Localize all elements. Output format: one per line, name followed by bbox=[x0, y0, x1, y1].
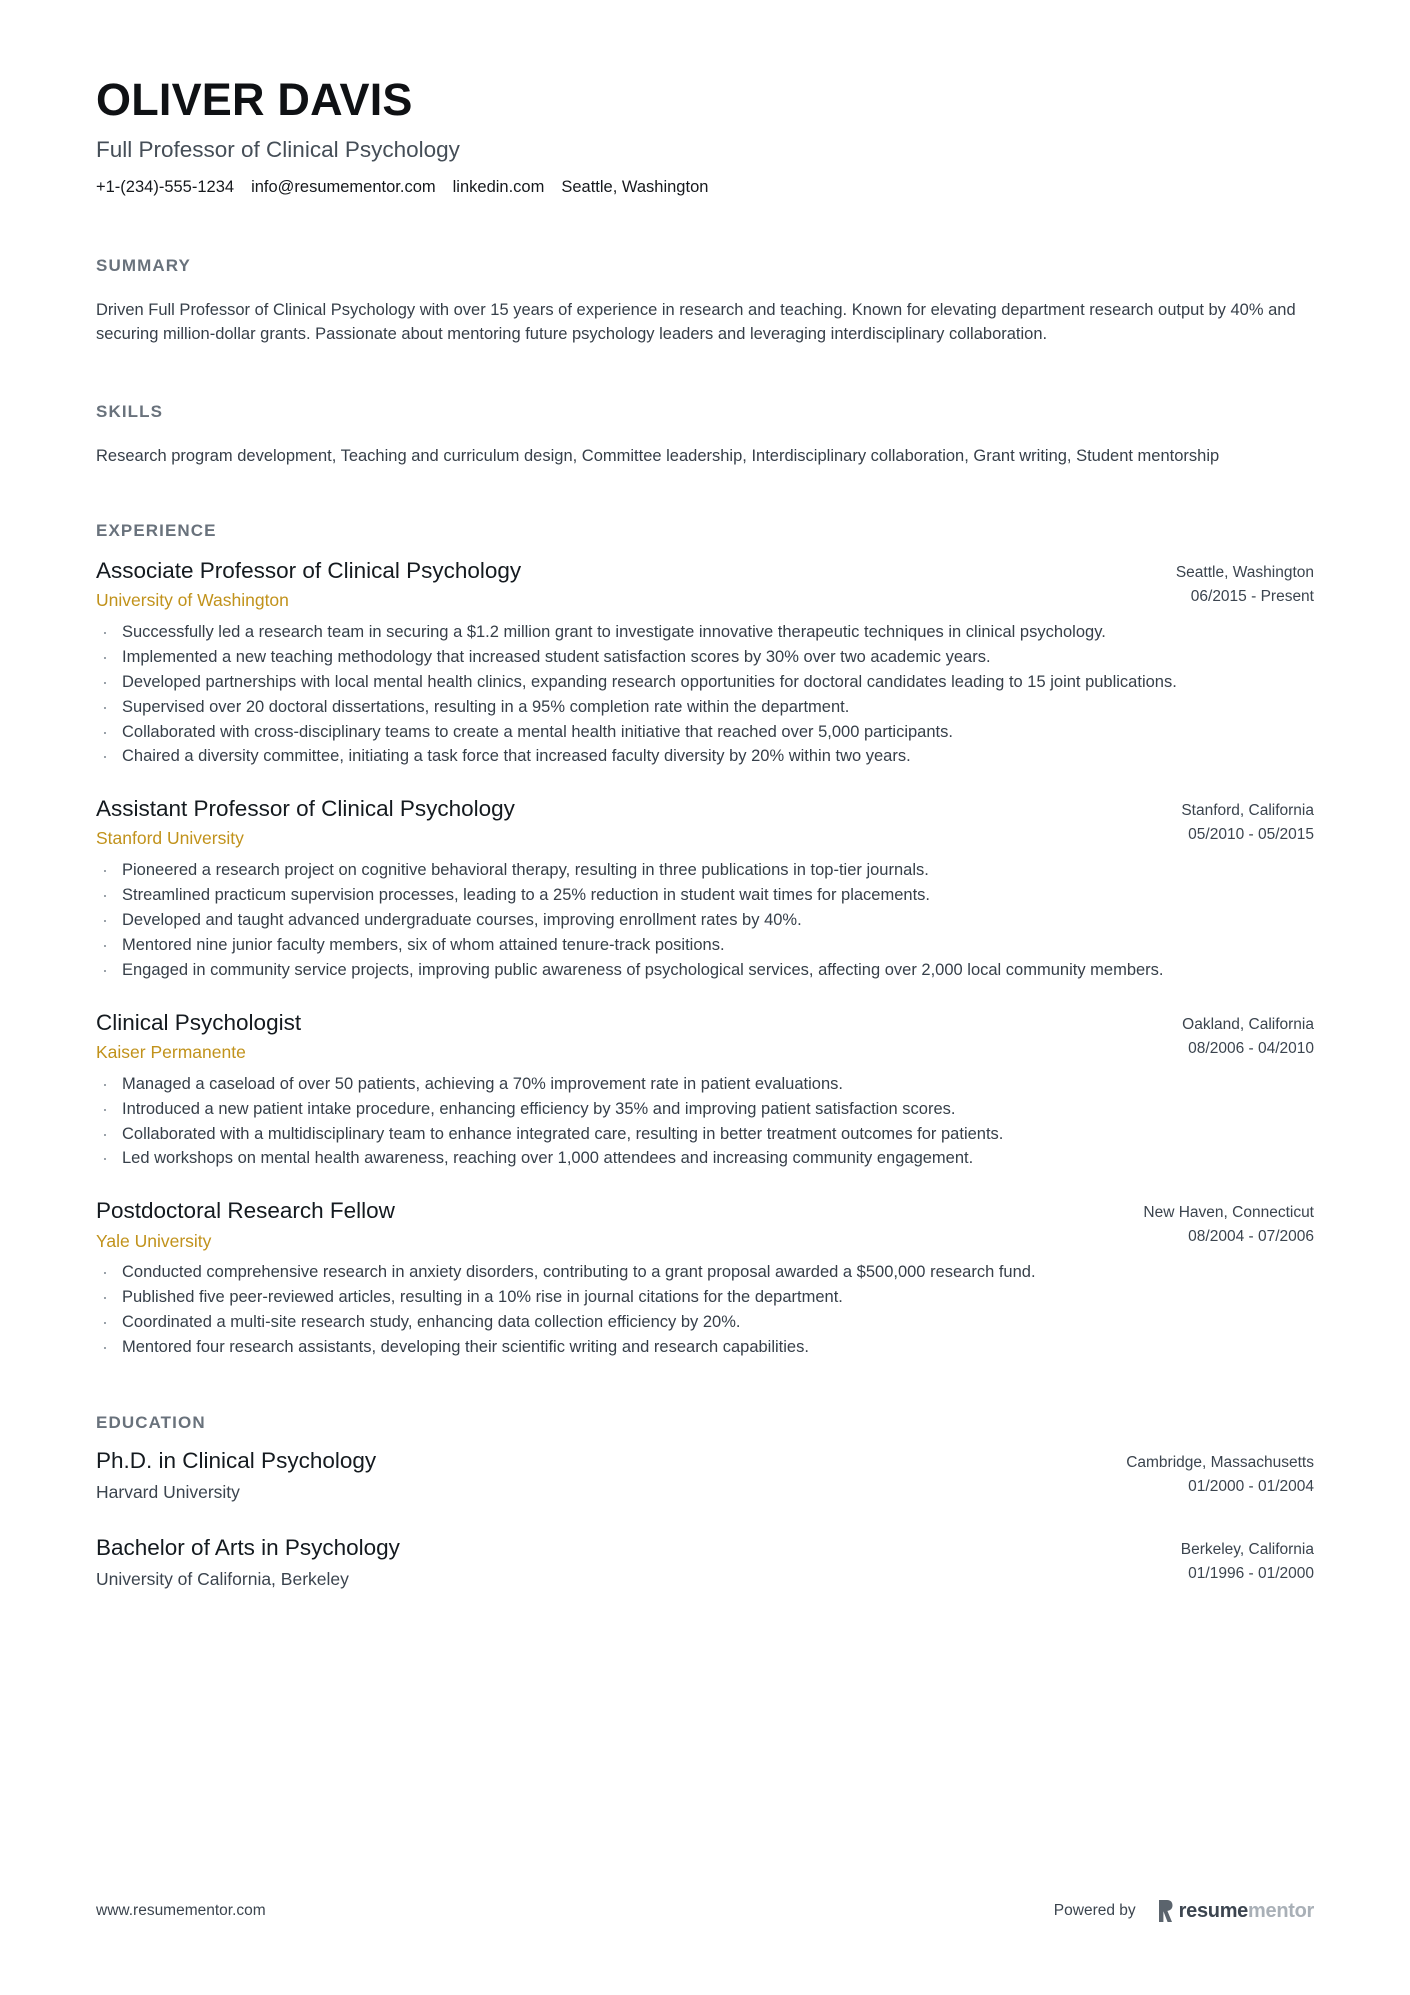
spacer bbox=[96, 1361, 1314, 1413]
education-school: Harvard University bbox=[96, 1482, 240, 1503]
education-entry bbox=[96, 1534, 1314, 1591]
experience-bullet-list bbox=[96, 1073, 1314, 1172]
experience-bullet: · Collaborated with cross-disciplinary teams to create a mental health initiative that reached over 5,000 participants. bbox=[96, 721, 1314, 745]
education-location: Cambridge, Massachusetts bbox=[1126, 1453, 1314, 1471]
experience-location: Seattle, Washington bbox=[1175, 563, 1314, 581]
experience-entry-main bbox=[96, 557, 1152, 612]
experience-bullet-list bbox=[96, 859, 1314, 983]
experience-job-title: Clinical Psychologist bbox=[96, 1009, 302, 1035]
education-entry-meta bbox=[1157, 1534, 1314, 1586]
education-entry-header bbox=[96, 1447, 1314, 1504]
page-footer bbox=[96, 1899, 1314, 1923]
education-location: Berkeley, California bbox=[1180, 1540, 1314, 1558]
education-degree: Ph.D. in Clinical Psychology bbox=[96, 1447, 377, 1473]
education-entry-meta bbox=[1102, 1447, 1314, 1499]
education-degree: Bachelor of Arts in Psychology bbox=[96, 1534, 400, 1560]
experience-bullet-list bbox=[96, 621, 1314, 770]
experience-organization: Stanford University bbox=[96, 828, 244, 849]
logo-mark-icon bbox=[1158, 1899, 1173, 1923]
contact-email[interactable]: info@resumementor.com bbox=[251, 178, 436, 197]
experience-job-title: Assistant Professor of Clinical Psychology bbox=[96, 796, 515, 822]
experience-bullet: · Successfully led a research team in securing a $1.2 million grant to investigate innovative therapeutic techniques in clinical psychology. bbox=[96, 621, 1314, 645]
contact-phone: +1-(234)-555-1234 bbox=[96, 178, 235, 197]
experience-bullet: · Published five peer-reviewed articles, resulting in a 10% rise in journal citations for the department. bbox=[96, 1286, 1314, 1310]
experience-entry bbox=[96, 557, 1314, 769]
summary-text: Driven Full Professor of Clinical Psychology with over 15 years of experience in research and teaching. Known for elevating department research output by 40% and securing million-dollar grants. Passionate about mentoring future psychology leaders and leveraging interdisciplinary collaboration. bbox=[96, 300, 1296, 344]
education-entry-main bbox=[96, 1447, 1102, 1504]
candidate-headline: Full Professor of Clinical Psychology bbox=[96, 137, 460, 163]
experience-entry-meta bbox=[1119, 1197, 1314, 1249]
experience-entry-meta bbox=[1158, 1009, 1314, 1061]
section-title-skills: SKILLS bbox=[96, 402, 164, 422]
experience-entry-header bbox=[96, 1197, 1314, 1252]
experience-entry-main bbox=[96, 795, 1157, 850]
logo-text-primary: resume bbox=[1178, 1900, 1249, 1922]
candidate-name: OLIVER DAVIS bbox=[96, 74, 413, 125]
experience-organization: Kaiser Permanente bbox=[96, 1041, 246, 1062]
spacer bbox=[96, 422, 1314, 444]
experience-list bbox=[96, 557, 1314, 1360]
experience-entry bbox=[96, 795, 1314, 982]
skills-text: Research program development, Teaching and curriculum design, Committee leadership, Interdisciplinary collaboration, Grant writing, Student mentorship bbox=[96, 447, 1220, 466]
experience-dates: 08/2006 - 04/2010 bbox=[1188, 1039, 1314, 1057]
experience-bullet: · Supervised over 20 doctoral dissertations, resulting in a 95% completion rate within the department. bbox=[96, 696, 1314, 720]
experience-bullet: · Coordinated a multi-site research study, enhancing data collection efficiency by 20%. bbox=[96, 1311, 1314, 1335]
contact-location: Seattle, Washington bbox=[561, 178, 709, 197]
section-title-experience: EXPERIENCE bbox=[96, 520, 217, 540]
experience-bullet: · Implemented a new teaching methodology that increased student satisfaction scores by 30% over two academic years. bbox=[96, 646, 1314, 670]
experience-entry-main bbox=[96, 1197, 1119, 1252]
spacer bbox=[96, 199, 1314, 256]
experience-entry-header bbox=[96, 795, 1314, 850]
contact-linkedin[interactable]: linkedin.com bbox=[452, 178, 545, 197]
experience-bullet: · Led workshops on mental health awareness, reaching over 1,000 attendees and increasing community engagement. bbox=[96, 1147, 1314, 1171]
experience-bullet: · Conducted comprehensive research in anxiety disorders, contributing to a grant proposal awarded a $500,000 research fund. bbox=[96, 1261, 1314, 1285]
experience-bullet: · Chaired a diversity committee, initiating a task force that increased faculty diversity by 20% within two years. bbox=[96, 745, 1314, 769]
experience-job-title: Associate Professor of Clinical Psychology bbox=[96, 557, 522, 583]
experience-entry-header bbox=[96, 1009, 1314, 1064]
section-experience bbox=[96, 521, 1314, 1360]
section-skills bbox=[96, 402, 1314, 469]
experience-job-title: Postdoctoral Research Fellow bbox=[96, 1198, 395, 1224]
resume-content bbox=[96, 0, 1314, 1591]
footer-branding bbox=[1054, 1899, 1314, 1923]
education-entry-main bbox=[96, 1534, 1157, 1591]
experience-bullet: · Engaged in community service projects, improving public awareness of psychological services, affecting over 2,000 local community members. bbox=[96, 959, 1314, 983]
resume-header bbox=[96, 0, 1314, 199]
powered-by-label: Powered by bbox=[1053, 1902, 1136, 1919]
education-entry-header bbox=[96, 1534, 1314, 1591]
experience-entry-meta bbox=[1152, 557, 1314, 609]
experience-bullet: · Introduced a new patient intake procedure, enhancing efficiency by 35% and improving patient satisfaction scores. bbox=[96, 1098, 1314, 1122]
spacer bbox=[96, 276, 1314, 298]
section-education bbox=[96, 1413, 1314, 1591]
experience-entry-meta bbox=[1157, 795, 1314, 847]
experience-bullet: · Pioneered a research project on cognitive behavioral therapy, resulting in three publications in top-tier journals. bbox=[96, 859, 1314, 883]
experience-dates: 05/2010 - 05/2015 bbox=[1188, 826, 1314, 844]
experience-bullet: · Mentored nine junior faculty members, six of whom attained tenure-track positions. bbox=[96, 934, 1314, 958]
education-list bbox=[96, 1447, 1314, 1591]
education-dates: 01/1996 - 01/2000 bbox=[1188, 1564, 1314, 1582]
experience-entry-main bbox=[96, 1009, 1158, 1064]
experience-dates: 06/2015 - Present bbox=[1190, 587, 1314, 605]
spacer bbox=[96, 541, 1314, 557]
experience-location: New Haven, Connecticut bbox=[1143, 1204, 1314, 1222]
experience-bullet-list bbox=[96, 1261, 1314, 1360]
experience-bullet: · Managed a caseload of over 50 patients, achieving a 70% improvement rate in patient evaluations. bbox=[96, 1073, 1314, 1097]
education-school: University of California, Berkeley bbox=[96, 1568, 349, 1589]
logo-text bbox=[1179, 1901, 1314, 1921]
experience-location: Oakland, California bbox=[1182, 1015, 1314, 1033]
section-summary bbox=[96, 256, 1314, 348]
spacer bbox=[96, 469, 1314, 521]
education-entry bbox=[96, 1447, 1314, 1504]
experience-bullet: · Mentored four research assistants, developing their scientific writing and research capabilities. bbox=[96, 1336, 1314, 1360]
contact-info bbox=[96, 163, 1314, 198]
footer-website-url[interactable]: www.resumementor.com bbox=[96, 1902, 266, 1919]
section-title-education: EDUCATION bbox=[96, 1412, 206, 1432]
spacer bbox=[96, 347, 1314, 402]
logo-text-secondary: mentor bbox=[1248, 1900, 1314, 1922]
experience-organization: University of Washington bbox=[96, 590, 289, 611]
experience-bullet: · Developed and taught advanced undergraduate courses, improving enrollment rates by 40%. bbox=[96, 909, 1314, 933]
experience-bullet: · Collaborated with a multidisciplinary team to enhance integrated care, resulting in better treatment outcomes for patients. bbox=[96, 1123, 1314, 1147]
experience-bullet: · Developed partnerships with local mental health clinics, expanding research opportunities for doctoral candidates leading to 15 joint publications. bbox=[96, 671, 1314, 695]
experience-entry bbox=[96, 1009, 1314, 1172]
experience-entry bbox=[96, 1197, 1314, 1360]
experience-entry-header bbox=[96, 557, 1314, 612]
resumementor-logo bbox=[1158, 1899, 1314, 1923]
section-title-summary: SUMMARY bbox=[96, 255, 191, 275]
spacer bbox=[96, 1433, 1314, 1447]
experience-organization: Yale University bbox=[96, 1230, 212, 1251]
education-dates: 01/2000 - 01/2004 bbox=[1188, 1477, 1314, 1495]
experience-bullet: · Streamlined practicum supervision processes, leading to a 25% reduction in student wait times for placements. bbox=[96, 884, 1314, 908]
experience-dates: 08/2004 - 07/2006 bbox=[1188, 1228, 1314, 1246]
experience-location: Stanford, California bbox=[1181, 802, 1314, 820]
